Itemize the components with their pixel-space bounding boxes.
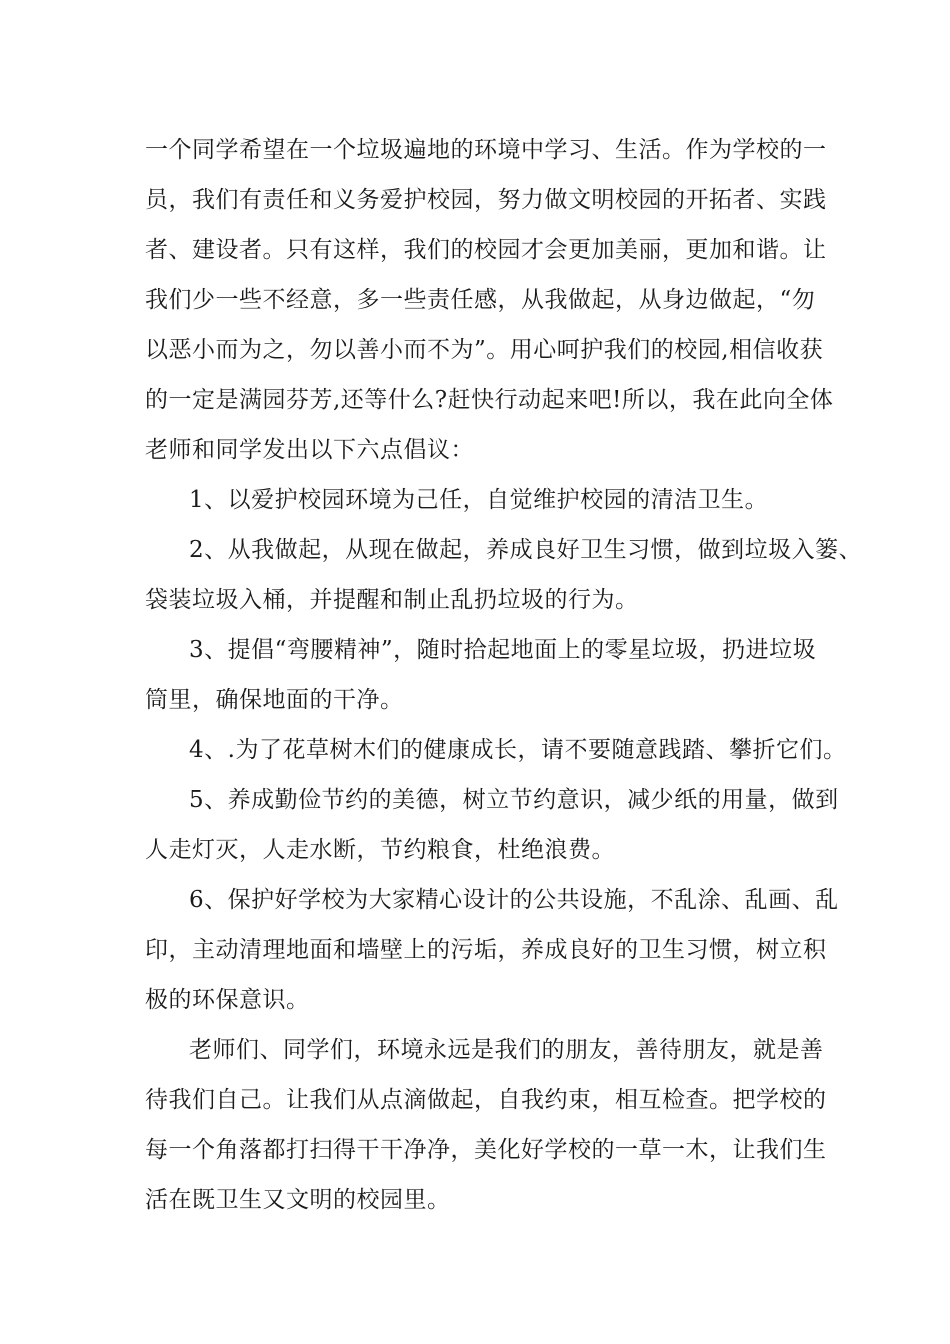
text-line: 每一个角落都打扫得干干净净，美化好学校的一草一木，让我们生 [145, 1137, 827, 1163]
text-line: 一个同学希望在一个垃圾遍地的环境中学习、生活。作为学校的一 [145, 137, 827, 163]
proposal-item-5: 5、养成勤俭节约的美德，树立节约意识，减少纸的用量，做到 [189, 787, 839, 813]
text-line: 人走灯灭，人走水断，节约粮食，杜绝浪费。 [145, 837, 615, 863]
text-line: 以恶小而为之，勿以善小而不为”。用心呵护我们的校园,相信收获 [145, 337, 824, 363]
text-line: 员，我们有责任和义务爱护校园，努力做文明校园的开拓者、实践 [145, 187, 827, 213]
text-line: 待我们自己。让我们从点滴做起，自我约束，相互检查。把学校的 [145, 1087, 827, 1113]
text-line: 我们少一些不经意，多一些责任感，从我做起，从身边做起，“勿 [145, 287, 816, 313]
closing-paragraph: 老师们、同学们，环境永远是我们的朋友，善待朋友，就是善 [189, 1037, 824, 1063]
text-line: 极的环保意识。 [145, 987, 310, 1013]
text-line: 筒里，确保地面的干净。 [145, 687, 404, 713]
text-line: 的一定是满园芬芳,还等什么?赶快行动起来吧!所以，我在此向全体 [145, 387, 834, 413]
proposal-item-3: 3、提倡“弯腰精神”，随时拾起地面上的零星垃圾，扔进垃圾 [189, 637, 817, 663]
proposal-item-6: 6、保护好学校为大家精心设计的公共设施，不乱涂、乱画、乱 [189, 887, 839, 913]
text-line: 活在既卫生又文明的校园里。 [145, 1187, 451, 1213]
text-line: 袋装垃圾入桶，并提醒和制止乱扔垃圾的行为。 [145, 587, 639, 613]
text-line: 印，主动清理地面和墙壁上的污垢，养成良好的卫生习惯，树立积 [145, 937, 827, 963]
text-line: 老师和同学发出以下六点倡议： [145, 437, 474, 463]
proposal-item-1: 1、以爱护校园环境为己任，自觉维护校园的清洁卫生。 [189, 487, 769, 513]
text-line: 者、建设者。只有这样，我们的校园才会更加美丽，更加和谐。让 [145, 237, 827, 263]
proposal-item-2: 2、从我做起，从现在做起，养成良好卫生习惯，做到垃圾入篓、 [189, 537, 863, 563]
proposal-item-4: 4、.为了花草树木们的健康成长，请不要随意践踏、攀折它们。 [189, 737, 847, 763]
